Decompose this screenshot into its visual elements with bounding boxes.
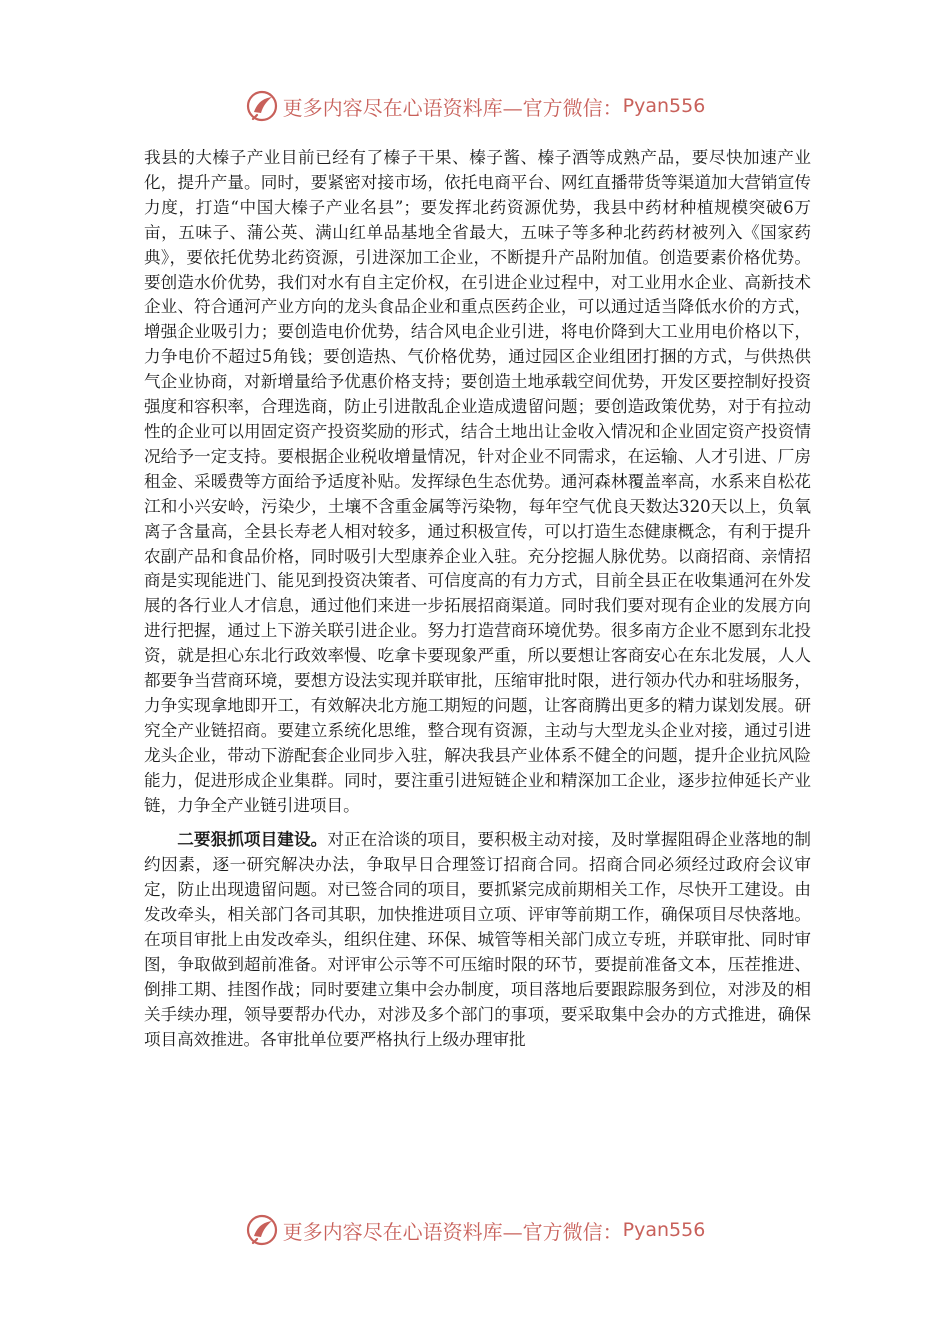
banner-wechat-id: Pyan556 (622, 95, 706, 117)
header-banner (0, 86, 950, 126)
document-body (144, 146, 811, 1053)
seal-logo-icon (245, 1213, 279, 1247)
body-paragraph (144, 827, 811, 1052)
banner-text: 更多内容尽在心语资料库—官方微信： (282, 1219, 623, 1244)
footer-banner (0, 1210, 950, 1250)
banner-wechat-id: Pyan556 (622, 1219, 706, 1241)
body-paragraph: 我县的大榛子产业目前已经有了榛子干果、榛子酱、榛子酒等成熟产品，要尽快加速产业化，提升产量。同时，要紧密对接市场，依托电商平台、网红直播带货等渠道加大营销宣传力度，打造“中国大榛子产业名县”；要发挥北药资源优势，我县中药材种植规模突破6万亩，五味子、蒲公英、满山红单品基地全省最大，五味子等多种北药药材被列入《国家药典》，要依托优势北药资源，引进深加工企业，不断提升产品附加值。创造要素价格优势。要创造水价优势，我们对水有自主定价权，在引进企业过程中，对工业用水企业、高新技术企业、符合通河产业方向的龙头食品企业和重点医药企业，可以通过适当降低水价的方式，增强企业吸引力；要创造电价优势，结合风电企业引进，将电价降到大工业用电价格以下，力争电价不超过5角钱；要创造热、气价格优势，通过园区企业组团打捆的方式，与供热供气企业协商，对新增量给予优惠价格支持；要创造土地承载空间优势，开发区要控制好投资强度和容积率，合理选商，防止引进散乱企业造成遗留问题；要创造政策优势，对于有拉动性的企业可以用固定资产投资奖励的形式，结合土地出让金收入情况和企业固定资产投资情况给予一定支持。要根据企业税收增量情况，针对企业不同需求，在运输、人才引进、厂房租金、采暖费等方面给予适度补贴。发挥绿色生态优势。通河森林覆盖率高，水系来自松花江和小兴安岭，污染少，土壤不含重金属等污染物，每年空气优良天数达320天以上，负氧离子含量高，全县长寿老人相对较多，通过积极宣传，可以打造生态健康概念，有利于提升农副产品和食品价格，同时吸引大型康养企业入驻。充分挖掘人脉优势。以商招商、亲情招商是实现能进门、能见到投资决策者、可信度高的有力方式，目前全县正在收集通河在外发展的各行业人才信息，通过他们来进一步拓展招商渠道。同时我们要对现有企业的发展方向进行把握，通过上下游关联引进企业。努力打造营商环境优势。很多南方企业不愿到东北投资，就是担心东北行政效率慢、吃拿卡要现象严重，所以要想让客商安心在东北发展，人人都要争当营商环境，要想方设法实现并联审批，压缩审批时限，进行领办代办和驻场服务，力争实现拿地即开工，有效解决北方施工期短的问题，让客商腾出更多的精力谋划发展。研究全产业链招商。要建立系统化思维，整合现有资源，主动与大型龙头企业对接，通过引进龙头企业，带动下游配套企业同步入驻，解决我县产业体系不健全的问题，提升企业抗风险能力，促进形成企业集群。同时，要注重引进短链企业和精深加工企业，逐步拉伸延长产业链，力争全产业链引进项目。 (144, 148, 811, 815)
paragraph-text: 对正在洽谈的项目，要积极主动对接，及时掌握阻碍企业落地的制约因素，逐一研究解决办法，争取早日合理签订招商合同。招商合同必须经过政府会议审定，防止出现遗留问题。对已签合同的项目，要抓紧完成前期相关工作，尽快开工建设。由发改牵头，相关部门各司其职，加快推进项目立项、评审等前期工作，确保项目尽快落地。在项目审批上由发改牵头，组织住建、环保、城管等相关部门成立专班，并联审批、同时审图，争取做到超前准备。对评审公示等不可压缩时限的环节，要提前准备文本，压茬推进、倒排工期、挂图作战；同时要建立集中会办制度，项目落地后要跟踪服务到位，对涉及的相关手续办理，领导要帮办代办，对涉及多个部门的事项，要采取集中会办的方式推进，确保项目高效推进。各审批单位要严格执行上级办理审批 (144, 830, 812, 1049)
banner-text: 更多内容尽在心语资料库—官方微信： (282, 95, 623, 120)
section-heading: 二要狠抓项目建设。 (177, 829, 328, 850)
seal-logo-icon (245, 89, 279, 123)
